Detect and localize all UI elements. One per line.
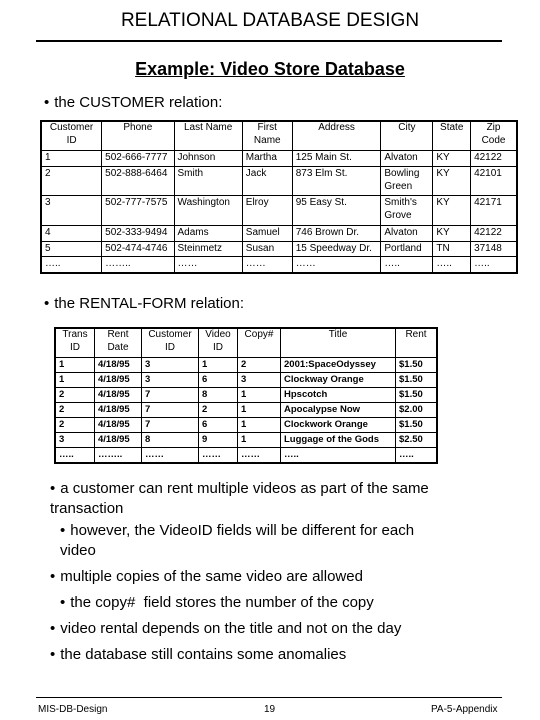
table-cell: TN [433, 241, 471, 257]
table-cell: 42122 [471, 226, 517, 242]
bullet-glyph: • [44, 295, 50, 312]
table-cell: 1 [238, 403, 281, 418]
table-cell: Elroy [242, 196, 292, 226]
table-cell: 3 [41, 196, 102, 226]
table-cell: 6 [199, 418, 238, 433]
table-cell: 37148 [471, 241, 517, 257]
table-row [55, 418, 437, 433]
column-header: Copy# [238, 328, 281, 358]
table-cell: 8 [199, 388, 238, 403]
table-cell: ….. [41, 257, 102, 273]
table-cell: 2 [199, 403, 238, 418]
table-cell: 1 [55, 373, 95, 388]
table-row [41, 151, 517, 167]
column-header: Video ID [199, 328, 238, 358]
column-header: Last Name [174, 121, 242, 151]
table-cell: …….. [95, 448, 142, 464]
rental-bullet-text: the RENTAL-FORM relation: [54, 295, 245, 312]
table-cell: 4/18/95 [95, 388, 142, 403]
table-cell: 8 [142, 433, 199, 448]
page-title: RELATIONAL DATABASE DESIGN [120, 10, 420, 31]
table-row [41, 257, 517, 273]
table-cell: 3 [142, 358, 199, 373]
column-header: Title [281, 328, 396, 358]
table-header-row [55, 328, 437, 358]
table-cell: …… [242, 257, 292, 273]
table-cell: 2 [41, 166, 102, 196]
column-header: City [381, 121, 433, 151]
note-bullet [50, 479, 450, 519]
table-cell: Apocalypse Now [281, 403, 396, 418]
column-header: Customer ID [41, 121, 102, 151]
column-header: Rent [396, 328, 438, 358]
table-cell: ….. [281, 448, 396, 464]
table-cell: KY [433, 196, 471, 226]
table-cell: …… [142, 448, 199, 464]
table-cell: Susan [242, 241, 292, 257]
page-number: 19 [264, 704, 276, 715]
table-cell: ….. [396, 448, 438, 464]
table-cell: …… [292, 257, 381, 273]
note-text: multiple copies of the same video are allowed [60, 568, 363, 585]
table-cell: 95 Easy St. [292, 196, 381, 226]
table-cell: 42101 [471, 166, 517, 196]
table-row [41, 166, 517, 196]
table-cell: 502-333-9494 [102, 226, 174, 242]
bullet-glyph: • [50, 646, 56, 663]
table-cell: 4/18/95 [95, 403, 142, 418]
table-cell: 4/18/95 [95, 433, 142, 448]
table-cell: Samuel [242, 226, 292, 242]
table-cell: 746 Brown Dr. [292, 226, 381, 242]
table-cell: $1.50 [396, 373, 438, 388]
table-cell: 4 [41, 226, 102, 242]
table-cell: $1.50 [396, 358, 438, 373]
note-bullet [60, 521, 440, 561]
table-cell: 502-666-7777 [102, 151, 174, 167]
table-cell: $1.50 [396, 388, 438, 403]
column-header: Zip Code [471, 121, 517, 151]
column-header: State [433, 121, 471, 151]
rental-form-table [54, 327, 438, 464]
column-header: Customer ID [142, 328, 199, 358]
table-row [55, 373, 437, 388]
note-text: the copy# field stores the number of the copy [70, 594, 374, 611]
table-cell: 1 [41, 151, 102, 167]
bullet-glyph: • [60, 522, 66, 539]
footer-left: MIS-DB-Design [38, 704, 108, 715]
note-bullet [60, 593, 374, 613]
note-text: a customer can rent multiple videos as part of the same transaction [50, 480, 429, 517]
table-cell: $2.00 [396, 403, 438, 418]
table-cell: 2 [238, 358, 281, 373]
table-cell: Luggage of the Gods [281, 433, 396, 448]
table-cell: 502-777-7575 [102, 196, 174, 226]
table-cell: Martha [242, 151, 292, 167]
table-cell: 125 Main St. [292, 151, 381, 167]
table-cell: KY [433, 151, 471, 167]
table-cell: 42171 [471, 196, 517, 226]
table-cell: 3 [238, 373, 281, 388]
table-cell: ….. [381, 257, 433, 273]
table-cell: 502-474-4746 [102, 241, 174, 257]
table-cell: 3 [55, 433, 95, 448]
table-cell: 1 [238, 433, 281, 448]
table-cell: Alvaton [381, 226, 433, 242]
table-cell: 4/18/95 [95, 418, 142, 433]
bullet-glyph: • [50, 480, 56, 497]
table-cell: 2 [55, 403, 95, 418]
table-cell: $2.50 [396, 433, 438, 448]
note-text: the database still contains some anomalies [60, 646, 347, 663]
column-header: Rent Date [95, 328, 142, 358]
table-cell: Clockway Orange [281, 373, 396, 388]
table-cell: ….. [433, 257, 471, 273]
table-cell: 2 [55, 418, 95, 433]
table-cell: 502-888-6464 [102, 166, 174, 196]
table-cell: 7 [142, 388, 199, 403]
table-cell: Jack [242, 166, 292, 196]
table-row [55, 388, 437, 403]
note-bullet [50, 619, 401, 639]
table-cell: ….. [471, 257, 517, 273]
bullet-glyph: • [44, 94, 50, 111]
footer-right: PA-5-Appendix [431, 704, 498, 715]
table-cell: …….. [102, 257, 174, 273]
table-cell: Smith's Grove [381, 196, 433, 226]
table-cell: ….. [55, 448, 95, 464]
table-cell: 7 [142, 403, 199, 418]
table-row [41, 226, 517, 242]
column-header: First Name [242, 121, 292, 151]
table-cell: $1.50 [396, 418, 438, 433]
table-cell: 6 [199, 373, 238, 388]
table-cell: 1 [55, 358, 95, 373]
table-cell: 7 [142, 418, 199, 433]
table-cell: 15 Speedway Dr. [292, 241, 381, 257]
column-header: Trans ID [55, 328, 95, 358]
page-subtitle: Example: Video Store Database [135, 59, 405, 79]
footer-divider [36, 697, 502, 698]
table-cell: 4/18/95 [95, 358, 142, 373]
title-divider [36, 40, 502, 42]
table-row [55, 448, 437, 464]
bullet-glyph: • [50, 568, 56, 585]
table-cell: 3 [142, 373, 199, 388]
table-cell: KY [433, 226, 471, 242]
note-text: video rental depends on the title and not on the day [60, 620, 402, 637]
table-row [41, 196, 517, 226]
table-cell: KY [433, 166, 471, 196]
table-cell: 873 Elm St. [292, 166, 381, 196]
table-cell: 2 [55, 388, 95, 403]
table-cell: …… [199, 448, 238, 464]
table-cell: Steinmetz [174, 241, 242, 257]
table-cell: …… [174, 257, 242, 273]
table-row [55, 403, 437, 418]
customer-table [40, 120, 518, 274]
table-cell: 5 [41, 241, 102, 257]
table-row [55, 358, 437, 373]
table-cell: Adams [174, 226, 242, 242]
table-cell: 4/18/95 [95, 373, 142, 388]
column-header: Address [292, 121, 381, 151]
customer-bullet [44, 93, 222, 113]
bullet-glyph: • [60, 594, 66, 611]
table-cell: …… [238, 448, 281, 464]
table-cell: 2001:SpaceOdyssey [281, 358, 396, 373]
table-cell: 42122 [471, 151, 517, 167]
table-cell: Smith [174, 166, 242, 196]
table-cell: Alvaton [381, 151, 433, 167]
table-cell: 1 [238, 418, 281, 433]
rental-bullet [44, 294, 244, 314]
table-cell: Washington [174, 196, 242, 226]
table-cell: Portland [381, 241, 433, 257]
table-cell: Bowling Green [381, 166, 433, 196]
note-bullet [50, 645, 346, 665]
table-cell: Hpscotch [281, 388, 396, 403]
note-text: however, the VideoID fields will be different for each video [60, 522, 415, 559]
table-header-row [41, 121, 517, 151]
customer-bullet-text: the CUSTOMER relation: [54, 94, 223, 111]
column-header: Phone [102, 121, 174, 151]
table-row [41, 241, 517, 257]
table-cell: 1 [238, 388, 281, 403]
note-bullet [50, 567, 363, 587]
table-cell: Clockwork Orange [281, 418, 396, 433]
table-row [55, 433, 437, 448]
table-cell: Johnson [174, 151, 242, 167]
bullet-glyph: • [50, 620, 56, 637]
table-cell: 1 [199, 358, 238, 373]
table-cell: 9 [199, 433, 238, 448]
